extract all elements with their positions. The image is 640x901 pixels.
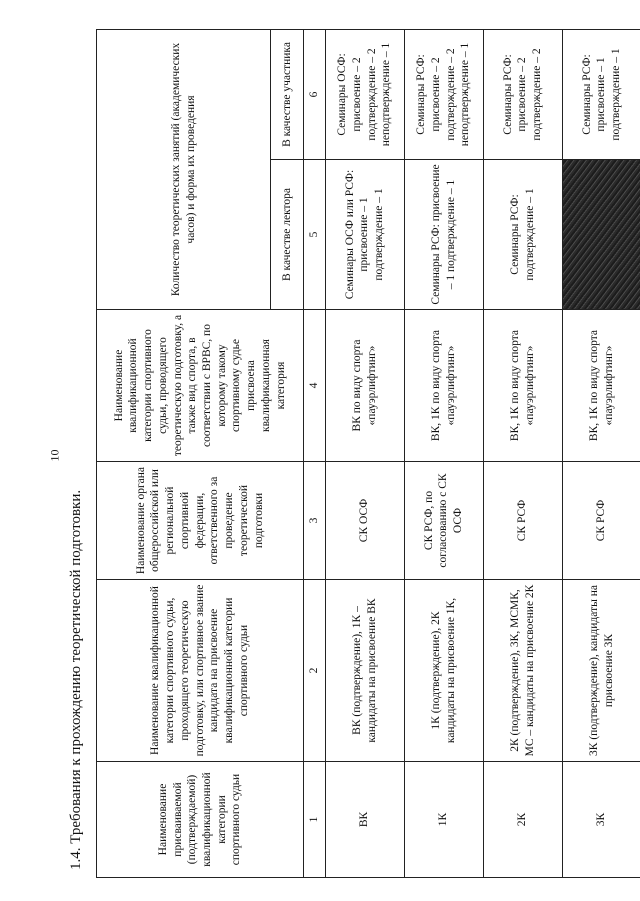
column-number: 5 xyxy=(304,160,326,310)
cell-as-participant: Семинары РСФ: присвоение – 2 подтверждение – 2 неподтверждение – 1 xyxy=(404,29,483,159)
table-row xyxy=(483,29,562,877)
cell-organ: СК РСФ xyxy=(483,462,562,580)
column-number-row xyxy=(304,29,326,877)
cell-judge: 1К (подтверждение), 2К кандидаты на присвоение 1К, xyxy=(404,580,483,762)
header-as-lecturer: В качестве лектора xyxy=(271,160,304,310)
cell-as-lecturer: Семинары РСФ: присвоение – 1 подтверждение – 1 xyxy=(404,160,483,310)
header-as-participant: В качестве участника xyxy=(271,29,304,159)
column-number: 6 xyxy=(304,29,326,159)
header-lessons: Количество теоретических занятий (академических часов) и форма их проведения xyxy=(97,29,271,309)
table-row xyxy=(562,29,640,877)
column-number: 1 xyxy=(304,762,326,878)
cell-category: 3К xyxy=(562,762,640,878)
header-lecturer-category: Наименование квалификационной категории спортивного судьи, проводящего теоретическую подготовку, а также вид спорта, в соответствии с ВРВС, по которому такому спортивному судье присвоена квалификационная категория xyxy=(97,310,304,462)
cell-as-participant: Семинары ОСФ: присвоение – 2 подтверждение – 2 неподтверждение – 1 xyxy=(325,29,404,159)
table-row xyxy=(325,29,404,877)
cell-organ: СК ОСФ xyxy=(325,462,404,580)
requirements-table xyxy=(96,29,640,878)
header-category: Наименование присваиваемой (подтверждаемой) квалификационной категории спортивного судьи xyxy=(97,762,304,878)
cell-lecturer-category: ВК, 1К по виду спорта «пауэрлифтинг» xyxy=(562,310,640,462)
cell-organ: СК РСФ, по согласованию с СК ОСФ xyxy=(404,462,483,580)
page-number: 10 xyxy=(47,449,62,462)
section-heading: 1.4. Требования к прохождению теоретической подготовки. xyxy=(68,489,84,870)
cell-as-participant: Семинары РСФ: присвоение – 2 подтверждение – 2 xyxy=(483,29,562,159)
cell-judge: 2К (подтверждение), 3К, МСМК, МС – кандидаты на присвоение 2К xyxy=(483,580,562,762)
cell-judge: ВК (подтверждение), 1К – кандидаты на присвоение ВК xyxy=(325,580,404,762)
cell-lecturer-category: ВК по виду спорта «пауэрлифтинг» xyxy=(325,310,404,462)
cell-judge: 3К (подтверждение), кандидаты на присвоение 3К xyxy=(562,580,640,762)
table-row xyxy=(404,29,483,877)
column-number: 2 xyxy=(304,580,326,762)
cell-category: 1К xyxy=(404,762,483,878)
cell-as-lecturer-obscured xyxy=(562,160,640,310)
header-judge: Наименование квалификационной категории спортивного судьи, проходящего теоретическую подготовку, или спортивное звание кандидата на присвоение квалификационной категории спортивного судьи xyxy=(97,580,304,762)
cell-lecturer-category: ВК, 1К по виду спорта «пауэрлифтинг» xyxy=(404,310,483,462)
cell-as-participant: Семинары РСФ: присвоение – 1 подтверждение – 1 xyxy=(562,29,640,159)
header-organ: Наименование органа общероссийской или региональной спортивной федерации, ответственного за проведение теоретической подготовки xyxy=(97,462,304,580)
column-number: 4 xyxy=(304,310,326,462)
cell-lecturer-category: ВК, 1К по виду спорта «пауэрлифтинг» xyxy=(483,310,562,462)
cell-organ: СК РСФ xyxy=(562,462,640,580)
rotated-page-content xyxy=(62,28,632,878)
table-header-row xyxy=(97,29,271,877)
cell-as-lecturer: Семинары ОСФ или РСФ: присвоение – 1 подтверждение – 1 xyxy=(325,160,404,310)
cell-as-lecturer: Семинары РСФ: подтверждение – 1 xyxy=(483,160,562,310)
cell-category: 2К xyxy=(483,762,562,878)
column-number: 3 xyxy=(304,462,326,580)
cell-category: ВК xyxy=(325,762,404,878)
